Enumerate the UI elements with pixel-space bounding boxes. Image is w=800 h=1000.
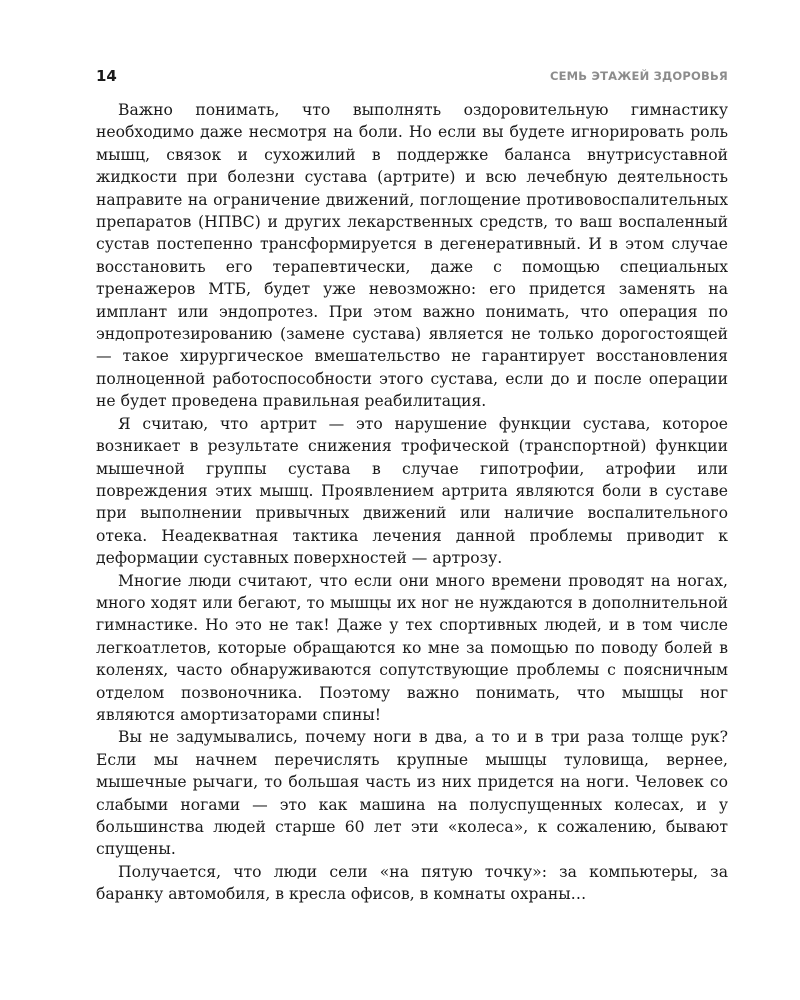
running-title: СЕМЬ ЭТАЖЕЙ ЗДОРОВЬЯ: [549, 69, 728, 83]
paragraph: Вы не задумывались, почему ноги в два, а то и в три раза толще рук? Если мы начнем перечислять крупные мышцы туловища, вернее, мышечные рычаги, то большая часть из них придется на ноги. Человек со слабыми ногами — это как машина на полуспущенных колесах, и у большинства людей старше 60 лет эти «колеса», к сожалению, бывают спущены.: [96, 728, 728, 859]
paragraph: Я считаю, что артрит — это нарушение функции сустава, которое возникает в результате снижения трофической (транспортной) функции мышечной группы сустава в случае гипотрофии, атрофии или повреждения этих мышц. Проявлением артрита являются боли в суставе при выполнении привычных движений или наличие воспалительного отека. Неадекватная тактика лечения данной проблемы приводит к деформации суставных поверхностей — артрозу.: [96, 414, 728, 568]
page-number: 14: [96, 67, 117, 85]
paragraph: Получается, что люди сели «на пятую точку»: за компьютеры, за баранку автомобиля, в кресла офисов, в комнаты охраны…: [96, 862, 728, 904]
body-text: [96, 99, 728, 906]
page-header: [96, 66, 728, 86]
paragraph: Важно понимать, что выполнять оздоровительную гимнастику необходимо даже несмотря на боли. Но если вы будете игнорировать роль мышц, связок и сухожилий в поддержке баланса внутрисуставной жидкости при болезни сустава (артрите) и всю лечебную деятельность направите на ограничение движений, поглощение противовоспалительных препаратов (НПВС) и других лекарственных средств, то ваш воспаленный сустав постепенно трансформируется в дегенеративный. И в этом случае восстановить его терапевтически, даже с помощью специальных тренажеров МТБ, будет уже невозможно: его придется заменять на имплант или эндопротез. При этом важно понимать, что операция по эндопротезированию (замене сустава) является не только дорогостоящей — такое хирургическое вмешательство не гарантирует восстановления полноценной работоспособности этого сустава, если до и после операции не будет проведена правильная реабилитация.: [96, 101, 728, 411]
paragraph: Многие люди считают, что если они много времени проводят на ногах, много ходят или бегают, то мышцы их ног не нуждаются в дополнительной гимнастике. Но это не так! Даже у тех спортивных людей, и в том числе легкоатлетов, которые обращаются ко мне за помощью по поводу болей в коленях, часто обнаруживаются сопутствующие проблемы с поясничным отделом позвоночника. Поэтому важно понимать, что мышцы ног являются амортизаторами спины!: [96, 571, 728, 724]
